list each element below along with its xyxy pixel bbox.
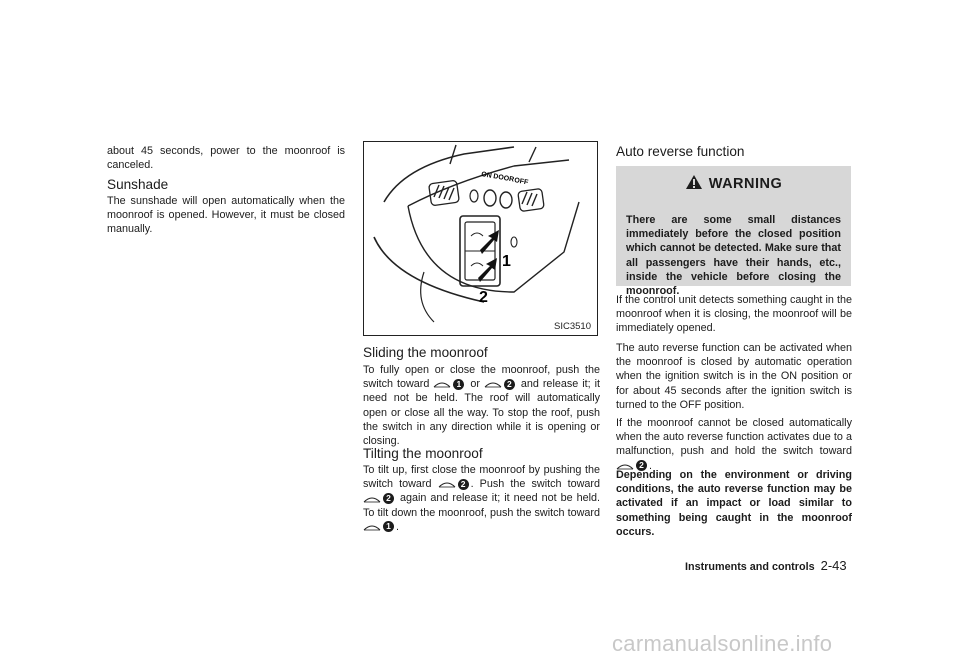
switch-illustration bbox=[364, 142, 597, 335]
label-on: ON bbox=[480, 171, 493, 180]
warning-text: There are some small distances immediately before the closed position which cannot be detected. Make sure that all passengers have their hands, etc., inside the vehicle before closing the moonroof. bbox=[626, 214, 841, 298]
auto-reverse-p2: The auto reverse function can be activated when the moonroof is closed by automatic operation when the ignition switch is in the ON position or for about 45 seconds after the ignition switch is turned to the OFF position. bbox=[616, 342, 852, 411]
auto-reverse-p4: Depending on the environment or driving conditions, the auto reverse function may be activated if an impact or load similar to something being caught in the moonroof occurs. bbox=[616, 469, 852, 538]
label-door: DOOR bbox=[492, 173, 515, 184]
auto-reverse-p1: If the control unit detects something caught in the moonroof when it is closing, the moonroof will be immediately opened. bbox=[616, 294, 852, 335]
callout-2-badge: 2 bbox=[504, 379, 515, 390]
roof-open-icon bbox=[433, 379, 451, 389]
auto-reverse-p3: If the moonroof cannot be closed automatically when the auto reverse function activates due to a malfunction, push and hold the switch toward 2 . bbox=[616, 417, 852, 472]
warning-header: WARNING bbox=[616, 174, 851, 192]
label-off: OFF bbox=[513, 177, 529, 187]
sliding-text: To fully open or close the moonroof, push the switch toward 1 or 2 and release it; it need not be held. The roof will automatically open or close all the way. To stop the roof, push the switch in any direction while it is opening or closing. bbox=[363, 364, 600, 448]
sliding-heading: Sliding the moonroof bbox=[363, 345, 488, 360]
warning-triangle-icon bbox=[685, 174, 703, 190]
figure-code: SIC3510 bbox=[554, 321, 591, 332]
footer-section: Instruments and controls bbox=[685, 561, 815, 573]
callout-2-badge: 2 bbox=[636, 460, 647, 471]
warning-box bbox=[616, 166, 851, 298]
callout-1: 1 bbox=[502, 253, 511, 270]
callout-1-badge: 1 bbox=[453, 379, 464, 390]
roof-close-icon bbox=[438, 479, 456, 489]
auto-reverse-heading: Auto reverse function bbox=[616, 144, 745, 159]
tilting-text: To tilt up, first close the moonroof by pushing the switch toward 2 . Push the switch toward 2 again and release it; it need not be held. To tilt down the moonroof, push the switch toward 1 . bbox=[363, 464, 601, 533]
roof-close-icon bbox=[363, 494, 381, 504]
watermark: carmanualsonline.info bbox=[612, 631, 833, 656]
sunshade-heading: Sunshade bbox=[107, 177, 169, 192]
callout-1-badge: 1 bbox=[383, 521, 394, 532]
callout-2: 2 bbox=[479, 289, 488, 306]
page-number: 2-43 bbox=[820, 558, 847, 573]
callout-2-badge: 2 bbox=[458, 479, 469, 490]
callout-2-badge: 2 bbox=[383, 493, 394, 504]
roof-close-icon bbox=[484, 379, 502, 389]
moonroof-switch-figure bbox=[363, 141, 598, 336]
sunshade-text: The sunshade will open automatically when the moonroof is opened. However, it must be closed manually. bbox=[107, 195, 345, 236]
intro-text: about 45 seconds, power to the moonroof is canceled. bbox=[107, 145, 345, 172]
roof-open-icon bbox=[363, 522, 381, 532]
tilting-heading: Tilting the moonroof bbox=[363, 446, 483, 461]
page-footer bbox=[685, 558, 847, 573]
